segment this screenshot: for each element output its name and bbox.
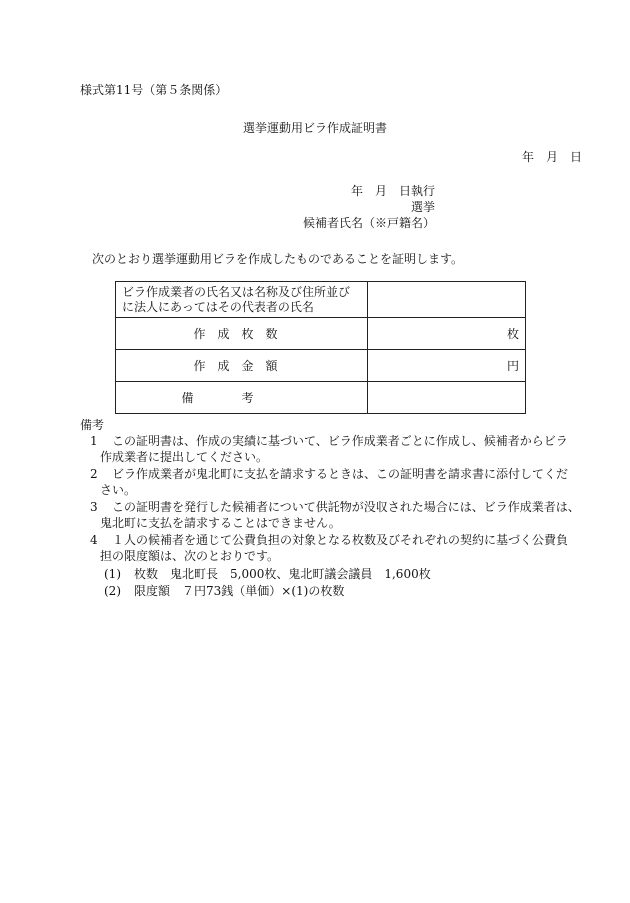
amount-unit: 円: [368, 350, 526, 382]
certification-statement: 次のとおり選挙運動用ビラを作成したものであることを証明します。: [92, 252, 464, 266]
election-block: [250, 183, 435, 231]
note-item: 3 この証明書を発行した候補者について供託物が没収された場合には、ビラ作成業者は、 鬼北町に支払を請求することはできません。: [90, 500, 580, 530]
table-row: [116, 350, 526, 382]
remarks-value[interactable]: [368, 382, 526, 414]
count-unit: 枚: [368, 318, 526, 350]
limit-subitem: (2) 限度額 ７円73銭（単価）×(1)の枚数: [104, 584, 345, 598]
vendor-name-label: ビラ作成業者の氏名又は名称及び住所並び に法人にあってはその代表者の氏名: [116, 282, 368, 318]
certificate-table: [115, 281, 526, 414]
form-number: 様式第11号（第５条関係）: [80, 83, 228, 97]
vendor-name-value[interactable]: [368, 282, 526, 318]
remarks-label: 備考: [116, 382, 368, 414]
amount-label: 作成金額: [116, 350, 368, 382]
count-label: 作成枚数: [116, 318, 368, 350]
table-row: [116, 282, 526, 318]
note-item: 2 ビラ作成業者が鬼北町に支払を請求するときは、この証明書を請求書に添付してくだ さい。: [90, 467, 569, 497]
table-row: [116, 382, 526, 414]
note-item: 1 この証明書は、作成の実績に基づいて、ビラ作成業者ごとに作成し、候補者からビラ 作成業者に提出してください。: [90, 434, 568, 464]
execution-date: 年 月 日執行: [350, 184, 435, 198]
candidate-name-label: 候補者氏名（※戸籍名）: [302, 216, 435, 230]
page-title: 選挙運動用ビラ作成証明書: [242, 121, 387, 135]
election-label: 選挙: [410, 200, 435, 214]
table-row: [116, 318, 526, 350]
notes-heading: 備考: [80, 418, 105, 432]
limit-subitem: (1) 枚数 鬼北町長 5,000枚、鬼北町議会議員 1,600枚: [104, 567, 431, 581]
date-line: 年 月 日: [521, 150, 582, 164]
note-item: 4 １人の候補者を通じて公費負担の対象となる枚数及びそれぞれの契約に基づく公費負 担の限度額は、次のとおりです。: [90, 533, 569, 563]
